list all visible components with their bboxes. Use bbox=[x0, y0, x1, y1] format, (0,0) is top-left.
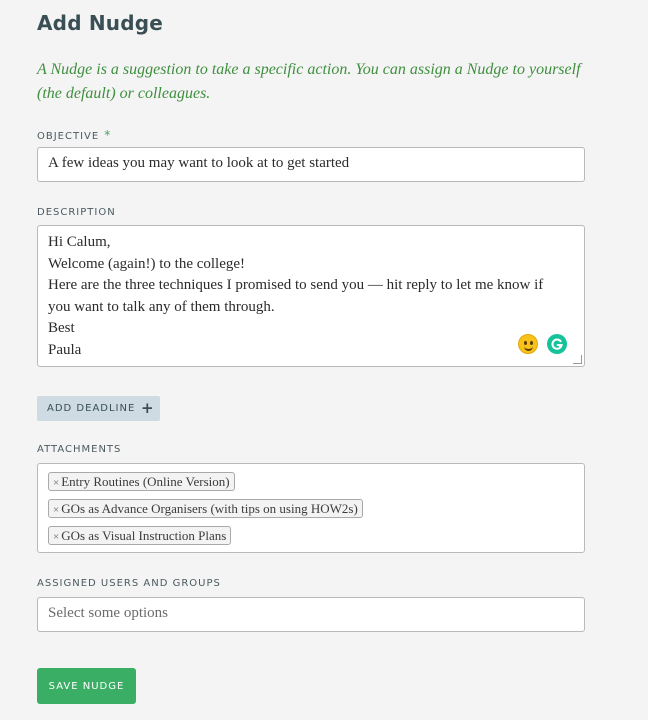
remove-icon[interactable]: × bbox=[53, 531, 60, 543]
description-line: Welcome (again!) to the college! bbox=[48, 255, 246, 272]
description-line: Hi Calum, bbox=[48, 234, 111, 250]
intro-text: A Nudge is a suggestion to take a specific action. You can assign a Nudge to yourself (the default) or colleagues. bbox=[37, 61, 581, 102]
description-line: Here are the three techniques I promised to send you — hit reply to let me know if bbox=[48, 277, 544, 294]
objective-input-value: A few ideas you may want to look at to get started bbox=[48, 155, 350, 171]
attachment-tag bbox=[48, 526, 231, 545]
description-label: DESCRIPTION bbox=[37, 207, 116, 218]
attachment-tag bbox=[48, 499, 363, 518]
attachment-label: Entry Routines (Online Version) bbox=[61, 474, 230, 489]
attachment-tag bbox=[48, 472, 235, 491]
add-deadline-label: ADD DEADLINE bbox=[47, 403, 136, 414]
description-line: Paula bbox=[48, 341, 82, 358]
resize-handle-icon[interactable] bbox=[573, 355, 582, 364]
objective-label bbox=[37, 128, 111, 142]
grammarly-icon[interactable] bbox=[547, 334, 567, 354]
plus-icon: + bbox=[141, 399, 155, 417]
assigned-label: ASSIGNED USERS AND GROUPS bbox=[37, 578, 221, 589]
assigned-placeholder: Select some options bbox=[48, 605, 168, 621]
attachment-label: GOs as Advance Organisers (with tips on using HOW2s) bbox=[61, 501, 358, 516]
remove-icon[interactable]: × bbox=[53, 477, 60, 489]
description-line: Best bbox=[48, 320, 75, 337]
objective-input[interactable] bbox=[37, 147, 585, 182]
attachments-select[interactable] bbox=[37, 463, 585, 553]
required-marker: * bbox=[104, 128, 112, 142]
add-deadline-button[interactable] bbox=[37, 396, 160, 421]
description-textarea[interactable] bbox=[37, 225, 585, 367]
assigned-users-select[interactable] bbox=[37, 597, 585, 632]
emoji-icon[interactable] bbox=[518, 334, 538, 354]
remove-icon[interactable]: × bbox=[53, 504, 60, 516]
objective-label-text: OBJECTIVE bbox=[37, 131, 100, 142]
attachment-label: GOs as Visual Instruction Plans bbox=[61, 528, 227, 543]
description-line: you want to talk any of them through. bbox=[48, 298, 275, 315]
page-title: Add Nudge bbox=[37, 11, 164, 35]
attachments-label: ATTACHMENTS bbox=[37, 444, 122, 455]
save-nudge-button[interactable]: SAVE NUDGE bbox=[37, 668, 136, 704]
